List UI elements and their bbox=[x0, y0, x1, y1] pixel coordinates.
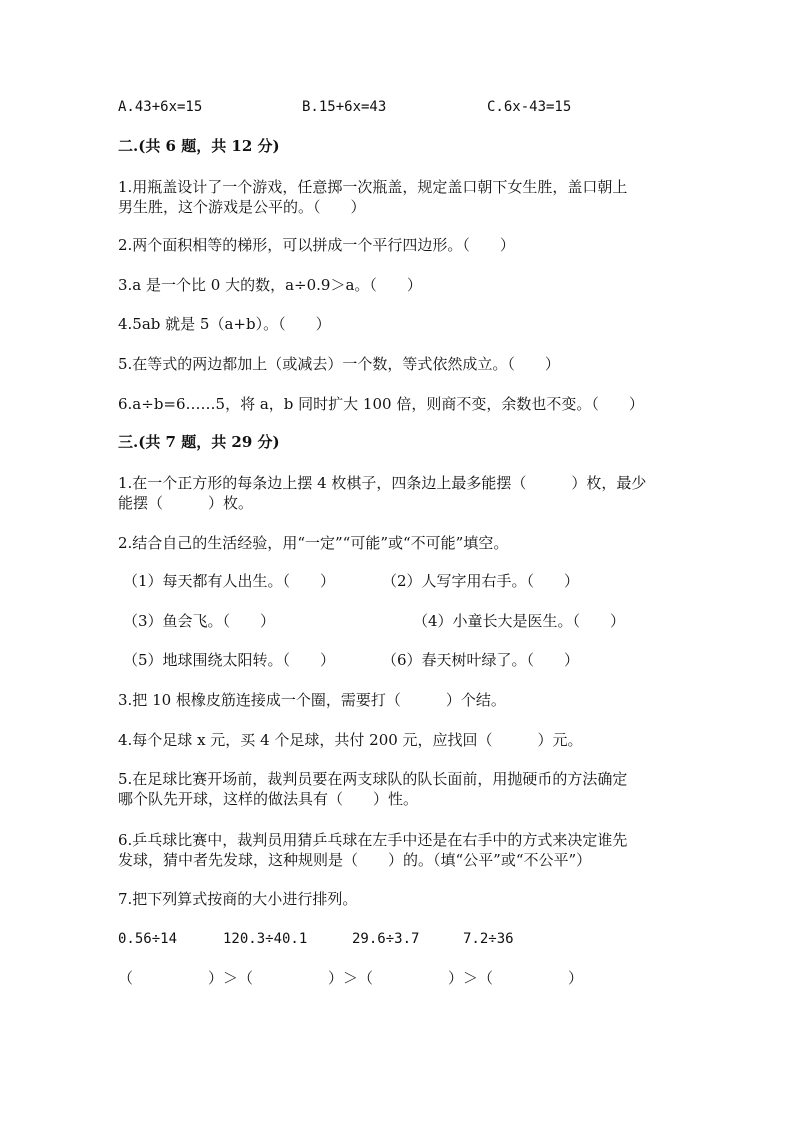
s3-q1-line2: 能摆（ ）枚。 bbox=[118, 494, 254, 512]
s3-q6-line2: 发球，猜中者先发球，这种规则是（ ）的。（填“公平”或“不公平”） bbox=[118, 851, 592, 869]
s3-q6-line1: 6.乒乓球比赛中，裁判员用猜乒乓球在左手中还是在右手中的方式来决定谁先 bbox=[118, 831, 628, 849]
s2-q3: 3.a 是一个比 0 大的数，a÷0.9＞a。（ ） bbox=[118, 276, 422, 294]
s3-q7-expr3: 29.6÷3.7 bbox=[352, 931, 420, 947]
s3-q3: 3.把 10 根橡皮筋连接成一个圈，需要打（ ）个结。 bbox=[118, 691, 506, 709]
s3-q7-expr1: 0.56÷14 bbox=[118, 931, 178, 947]
s3-q5-line2: 哪个队先开球，这样的做法具有（ ）性。 bbox=[118, 790, 419, 808]
s3-q2-item1: （1）每天都有人出生。（ ） bbox=[123, 572, 336, 590]
s3-q7-expr4: 7.2÷36 bbox=[463, 931, 514, 947]
s2-q2: 2.两个面积相等的梯形，可以拼成一个平行四边形。（ ） bbox=[118, 236, 515, 254]
section2-heading: 二.(共 6 题，共 12 分) bbox=[118, 137, 280, 155]
s2-q1-line1: 1.用瓶盖设计了一个游戏，任意掷一次瓶盖，规定盖口朝下女生胜，盖口朝上 bbox=[118, 178, 628, 196]
option-b: B.15+6x=43 bbox=[302, 99, 387, 115]
option-c: C.6x-43=15 bbox=[487, 99, 572, 115]
s3-q2-item5: （5）地球围绕太阳转。（ ） bbox=[123, 651, 336, 669]
s3-q7-expr2: 120.3÷40.1 bbox=[223, 931, 308, 947]
s3-q4: 4.每个足球 x 元，买 4 个足球，共付 200 元，应找回（ ）元。 bbox=[118, 731, 583, 749]
s2-q1-line2: 男生胜，这个游戏是公平的。（ ） bbox=[118, 198, 366, 216]
s3-q1-line1: 1.在一个正方形的每条边上摆 4 枚棋子，四条边上最多能摆（ ）枚，最少 bbox=[118, 474, 647, 492]
s2-q6: 6.a÷b=6……5，将 a，b 同时扩大 100 倍，则商不变，余数也不变。（ ） bbox=[118, 395, 644, 413]
s3-q2-item2: （2）人写字用右手。（ ） bbox=[382, 572, 580, 590]
s3-q7: 7.把下列算式按商的大小进行排列。 bbox=[118, 890, 358, 908]
s3-q2-item4: （4）小童长大是医生。（ ） bbox=[413, 612, 626, 630]
s2-q5: 5.在等式的两边都加上（或减去）一个数，等式依然成立。（ ） bbox=[118, 355, 560, 373]
s3-q5-line1: 5.在足球比赛开场前，裁判员要在两支球队的队长面前，用抛硬币的方法确定 bbox=[118, 770, 628, 788]
section3-heading: 三.(共 7 题，共 29 分) bbox=[118, 433, 280, 451]
s3-q7-order-blanks: （ ）＞（ ）＞（ ）＞（ ） bbox=[118, 969, 584, 987]
s3-q2-item6: （6）春天树叶绿了。（ ） bbox=[382, 651, 580, 669]
s3-q2: 2.结合自己的生活经验，用“一定”“可能”或“不可能”填空。 bbox=[118, 534, 509, 552]
s2-q4: 4.5ab 就是 5（a+b）。（ ） bbox=[118, 315, 331, 333]
s3-q2-item3: （3）鱼会飞。（ ） bbox=[123, 612, 276, 630]
option-a: A.43+6x=15 bbox=[118, 99, 203, 115]
